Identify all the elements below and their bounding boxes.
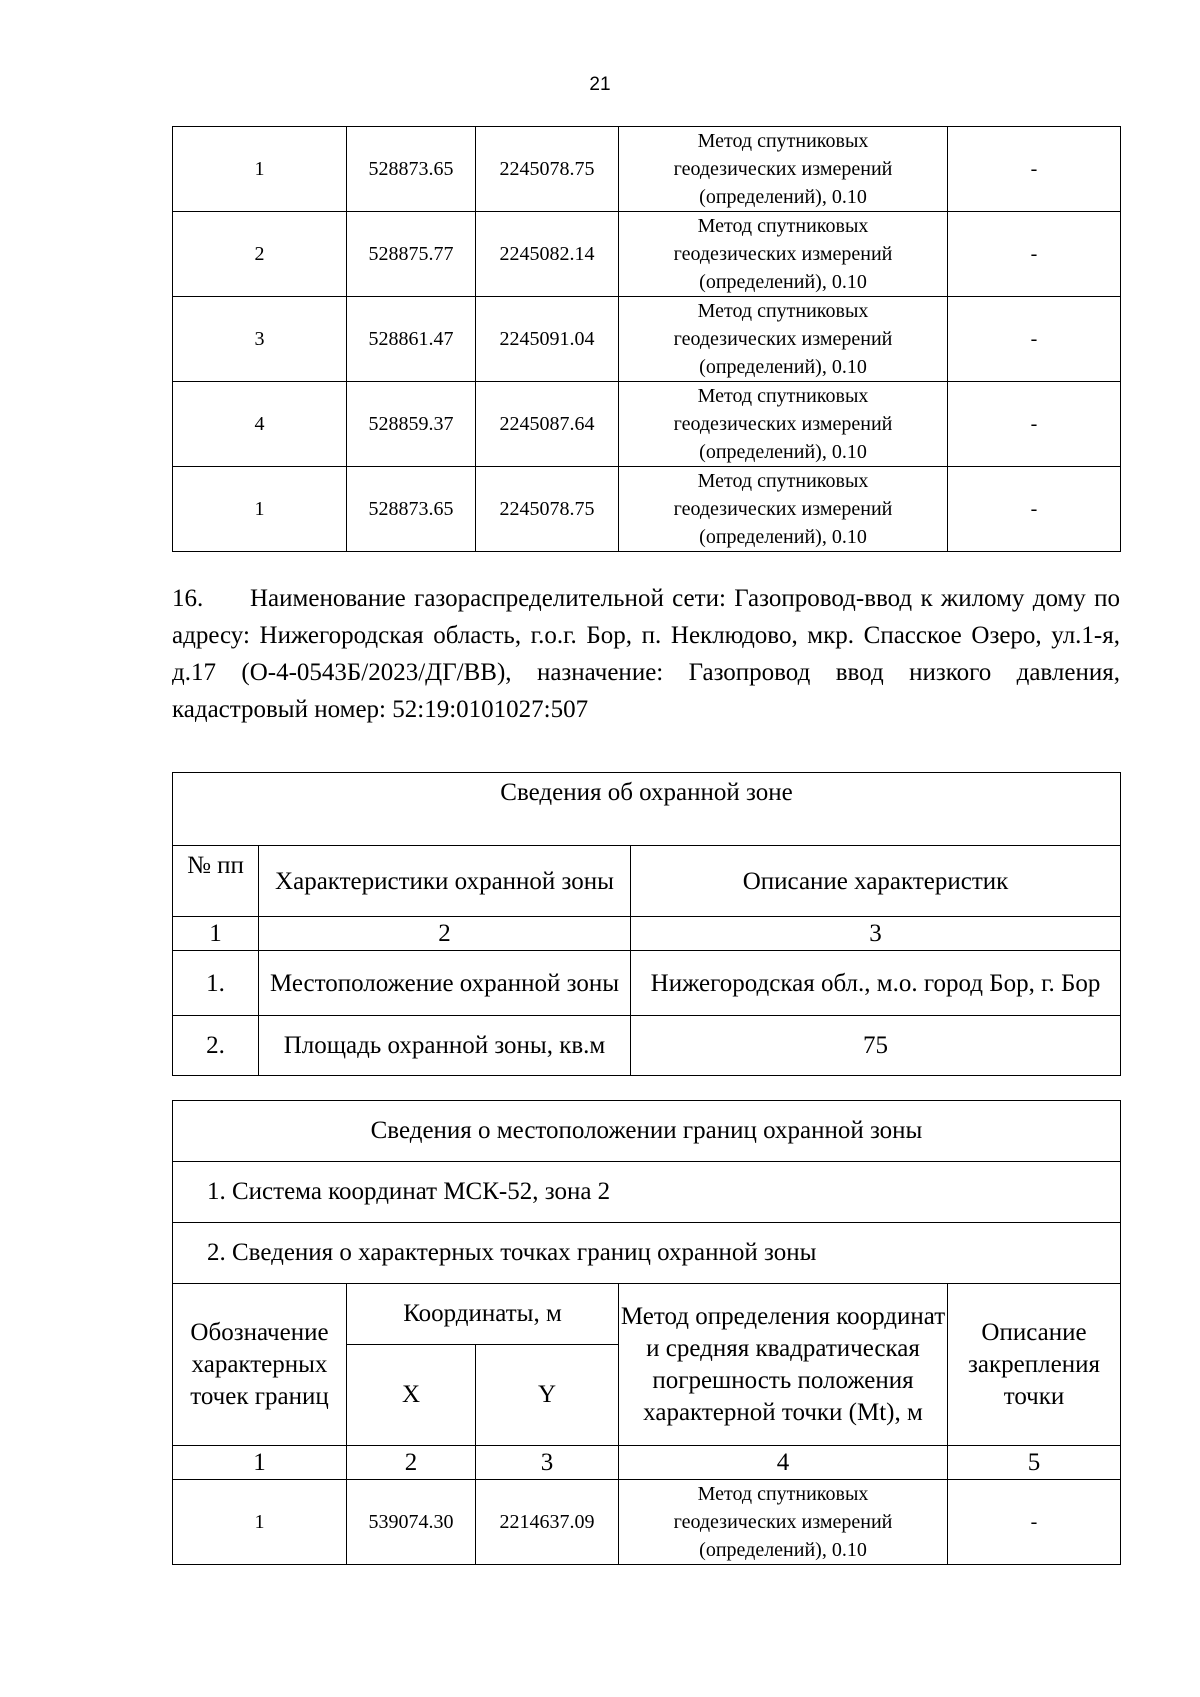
point-y: 2245078.75	[476, 467, 619, 552]
point-number: 3	[173, 297, 347, 382]
point-y: 2245091.04	[476, 297, 619, 382]
point-x: 528873.65	[347, 467, 476, 552]
zone-row-name: Площадь охранной зоны, кв.м	[259, 1016, 631, 1076]
point-description: -	[948, 467, 1121, 552]
col-number-2: 2	[259, 917, 631, 951]
header-method: Метод определения координат и средняя квадратическая погрешность положения характерной точки (Mt), м	[619, 1284, 948, 1446]
zone-row-value: Нижегородская обл., м.о. город Бор, г. Бор	[631, 951, 1121, 1016]
method-line: Метод спутниковых	[697, 1483, 869, 1505]
point-number: 2	[173, 212, 347, 297]
boundary-table-title: Сведения о местоположении границ охранной зоны	[173, 1101, 1121, 1162]
coordinates-table-continued	[172, 126, 1121, 552]
point-x: 528859.37	[347, 382, 476, 467]
zone-table-title: Сведения об охранной зоне	[173, 773, 1121, 846]
point-x: 528873.65	[347, 127, 476, 212]
coordinate-row	[173, 297, 1121, 382]
point-number: 4	[173, 382, 347, 467]
method-line: Метод спутниковых	[697, 300, 869, 322]
point-description: -	[948, 382, 1121, 467]
method-line: геодезических измерений	[673, 1511, 893, 1533]
point-number: 1	[173, 1480, 347, 1565]
header-designation: Обозначение характерных точек границ	[173, 1284, 347, 1446]
point-method	[619, 467, 948, 552]
method-line: геодезических измерений	[673, 328, 893, 350]
section-16-paragraph	[172, 580, 1120, 728]
method-line: Метод спутниковых	[697, 385, 869, 407]
coordinate-row	[173, 127, 1121, 212]
col-number-5: 5	[948, 1446, 1121, 1480]
zone-row-value: 75	[631, 1016, 1121, 1076]
point-number: 1	[173, 467, 347, 552]
header-characteristics: Характеристики охранной зоны	[259, 846, 631, 917]
coordinate-row	[173, 467, 1121, 552]
method-line: геодезических измерений	[673, 413, 893, 435]
point-description: -	[948, 127, 1121, 212]
coordinate-system: 1. Система координат МСК-52, зона 2	[173, 1162, 1121, 1223]
col-number-3: 3	[631, 917, 1121, 951]
point-description: -	[948, 297, 1121, 382]
method-line: геодезических измерений	[673, 498, 893, 520]
header-y: Y	[476, 1345, 619, 1446]
point-y: 2245087.64	[476, 382, 619, 467]
protection-zone-table	[172, 772, 1121, 1076]
point-y: 2245078.75	[476, 127, 619, 212]
col-number-2: 2	[347, 1446, 476, 1480]
section-number: 16.	[172, 585, 204, 612]
point-method	[619, 212, 948, 297]
point-y: 2214637.09	[476, 1480, 619, 1565]
col-number-1: 1	[173, 1446, 347, 1480]
point-method	[619, 297, 948, 382]
header-point-description: Описание закрепления точки	[948, 1284, 1121, 1446]
col-number-3: 3	[476, 1446, 619, 1480]
point-x: 539074.30	[347, 1480, 476, 1565]
method-line: (определений), 0.10	[699, 1539, 867, 1561]
point-x: 528861.47	[347, 297, 476, 382]
header-coordinates: Координаты, м	[347, 1284, 619, 1345]
coordinate-row	[173, 382, 1121, 467]
point-description: -	[948, 212, 1121, 297]
point-y: 2245082.14	[476, 212, 619, 297]
boundary-location-table	[172, 1100, 1121, 1565]
header-number: № пп	[173, 846, 259, 917]
points-title: 2. Сведения о характерных точках границ охранной зоны	[173, 1223, 1121, 1284]
header-description: Описание характеристик	[631, 846, 1121, 917]
col-number-4: 4	[619, 1446, 948, 1480]
zone-row-number: 2.	[173, 1016, 259, 1076]
point-description: -	[948, 1480, 1121, 1565]
method-line: (определений), 0.10	[699, 271, 867, 293]
method-line: Метод спутниковых	[697, 470, 869, 492]
method-line: Метод спутниковых	[697, 130, 869, 152]
zone-row-number: 1.	[173, 951, 259, 1016]
coordinate-row	[173, 212, 1121, 297]
zone-row-name: Местоположение охранной зоны	[259, 951, 631, 1016]
method-line: (определений), 0.10	[699, 441, 867, 463]
method-line: геодезических измерений	[673, 243, 893, 265]
method-line: геодезических измерений	[673, 158, 893, 180]
point-number: 1	[173, 127, 347, 212]
method-line: (определений), 0.10	[699, 526, 867, 548]
page-number: 21	[589, 74, 611, 95]
point-method	[619, 127, 948, 212]
header-x: X	[347, 1345, 476, 1446]
point-method	[619, 382, 948, 467]
point-method	[619, 1480, 948, 1565]
section-text: Наименование газораспределительной сети: Газопровод-ввод к жилому дому по адресу: Нижегородская область, г.о.г. Бор, п. Неклюдово, мкр. Спасское Озеро, ул.1-я, д.17 (О-4-0543Б/2023/ДГ/ВВ), назначение: Газопровод ввод низкого давления, кадастровый номер: 52:19:0101027:507	[172, 585, 1120, 723]
point-x: 528875.77	[347, 212, 476, 297]
col-number-1: 1	[173, 917, 259, 951]
method-line: (определений), 0.10	[699, 356, 867, 378]
method-line: (определений), 0.10	[699, 186, 867, 208]
method-line: Метод спутниковых	[697, 215, 869, 237]
